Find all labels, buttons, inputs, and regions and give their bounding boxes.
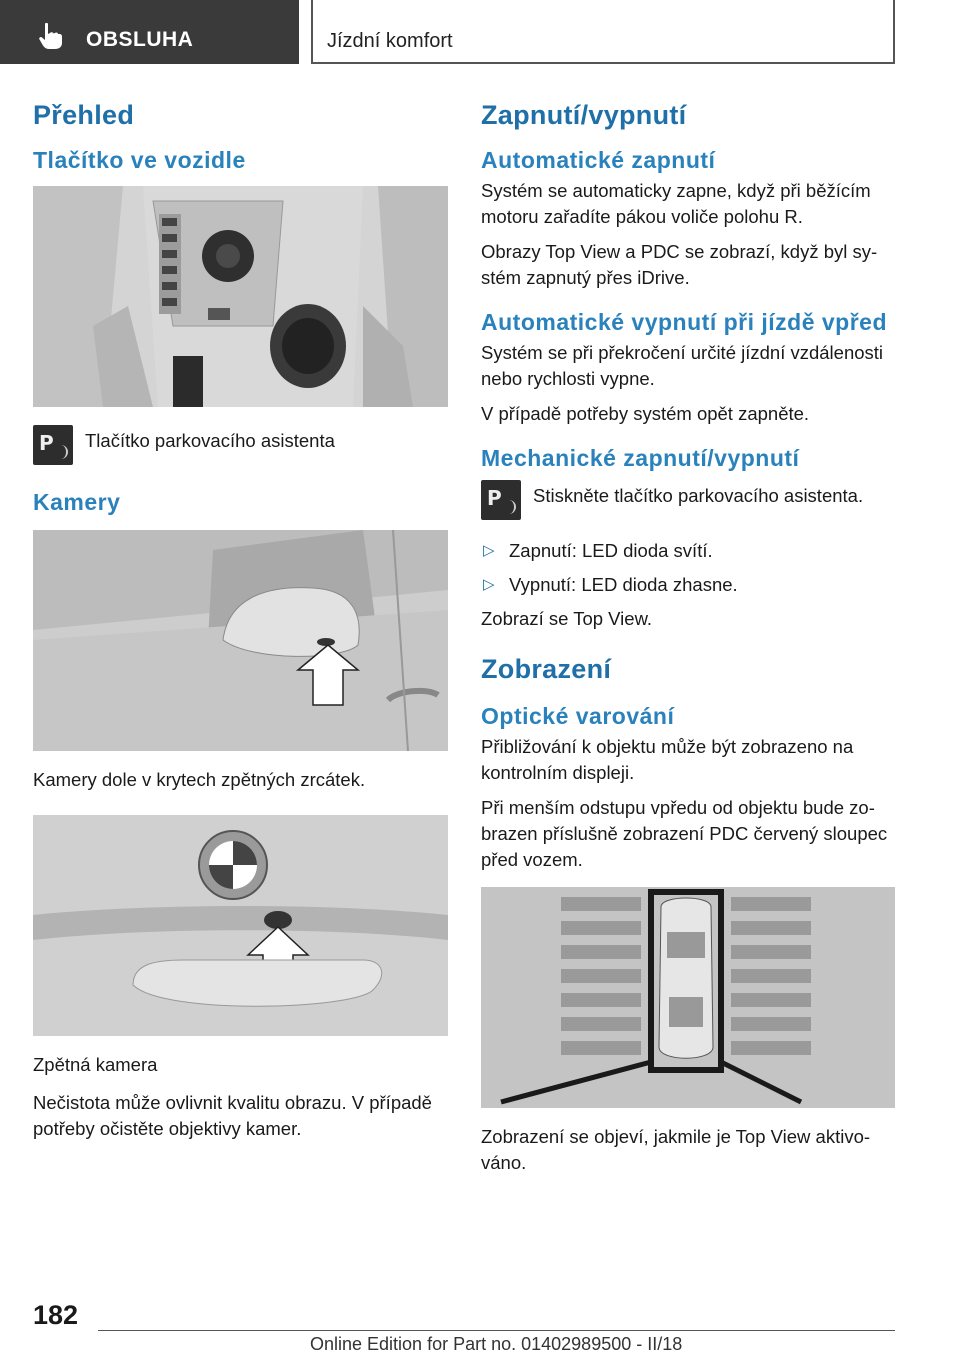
manual-on-off-heading: Mechanické zapnutí/vypnutí xyxy=(481,445,800,471)
bullet-triangle-icon: ▷ xyxy=(483,576,495,593)
mirror-camera-caption: Kamery dole v krytech zpětných zrcátek. xyxy=(33,769,366,790)
side-mirror-camera-photo xyxy=(33,530,448,751)
optical-warning-heading: Optické varování xyxy=(481,703,675,729)
optical-warning-text-2: Při menším odstupu vpředu od objektu bude zobrazen příslušně zobrazení PDC červený sloupec před vozem. xyxy=(481,797,888,870)
manual-button-text: Stiskněte tlačítko parkovacího asistenta. xyxy=(533,485,864,506)
footer-divider xyxy=(98,1330,895,1331)
button-in-vehicle-heading: Tlačítko ve vozidle xyxy=(33,147,246,173)
top-view-display-image xyxy=(481,887,895,1108)
rear-camera-caption: Zpětná kamera xyxy=(33,1054,158,1075)
pdc-button-legend xyxy=(33,425,448,465)
cleaning-note: Nečistota může ovlivnit kvalitu obrazu. V případě potřeby očistěte objektivy kamer. xyxy=(33,1092,432,1139)
edition-footer: Online Edition for Part no. 01402989500 - II/18 xyxy=(310,1334,683,1354)
chapter-title: Jízdní komfort xyxy=(327,30,453,52)
hand-pointer-icon xyxy=(38,22,64,50)
auto-off-text-2: V případě potřeby systém opět zapněte. xyxy=(481,403,810,424)
list-item: ▷ Vypnutí: LED dioda zhasne. xyxy=(481,572,895,598)
chapter-header xyxy=(311,0,895,64)
auto-off-text-1: Systém se při překročení určité jízdní vzdálenosti nebo rychlosti vypne. xyxy=(481,342,884,389)
on-off-heading: Zapnutí/vypnutí xyxy=(481,100,687,130)
top-view-shown-text: Zobrazí se Top View. xyxy=(481,608,653,629)
console-photo xyxy=(33,186,448,407)
rear-camera-photo xyxy=(33,815,448,1036)
page-number: 182 xyxy=(33,1300,79,1330)
section-label: OBSLUHA xyxy=(86,28,194,51)
auto-off-heading: Automatické vypnutí při jízdě vpřed xyxy=(481,309,888,335)
auto-on-text-1: Systém se automaticky zapne, když při běžícím motoru zařadíte pákou voliče polohu R. xyxy=(481,180,871,227)
overview-heading: Přehled xyxy=(33,100,135,130)
left-column xyxy=(33,100,448,1151)
section-tab xyxy=(0,0,299,64)
auto-on-heading: Automatické zapnutí xyxy=(481,147,716,173)
pdc-button-caption: Tlačítko parkovacího asistenta xyxy=(85,430,335,451)
manual-button-instruction xyxy=(481,480,895,520)
parking-assistant-button-icon: P xyxy=(481,480,521,520)
top-view-caption: Zobrazení se objeví, jakmile je Top View aktivováno. xyxy=(481,1126,871,1173)
right-column xyxy=(481,100,895,1194)
bullet-triangle-icon: ▷ xyxy=(483,542,495,559)
led-status-list xyxy=(481,538,895,598)
display-heading: Zobrazení xyxy=(481,654,612,684)
list-item: ▷ Zapnutí: LED dioda svítí. xyxy=(481,538,895,564)
optical-warning-text-1: Přibližování k objektu může být zobrazeno na kontrolním displeji. xyxy=(481,736,854,783)
auto-on-text-2: Obrazy Top View a PDC se zobrazí, když byl systém zapnutý přes iDrive. xyxy=(481,241,878,288)
cameras-heading: Kamery xyxy=(33,489,121,515)
parking-assistant-button-icon: P xyxy=(33,425,73,465)
